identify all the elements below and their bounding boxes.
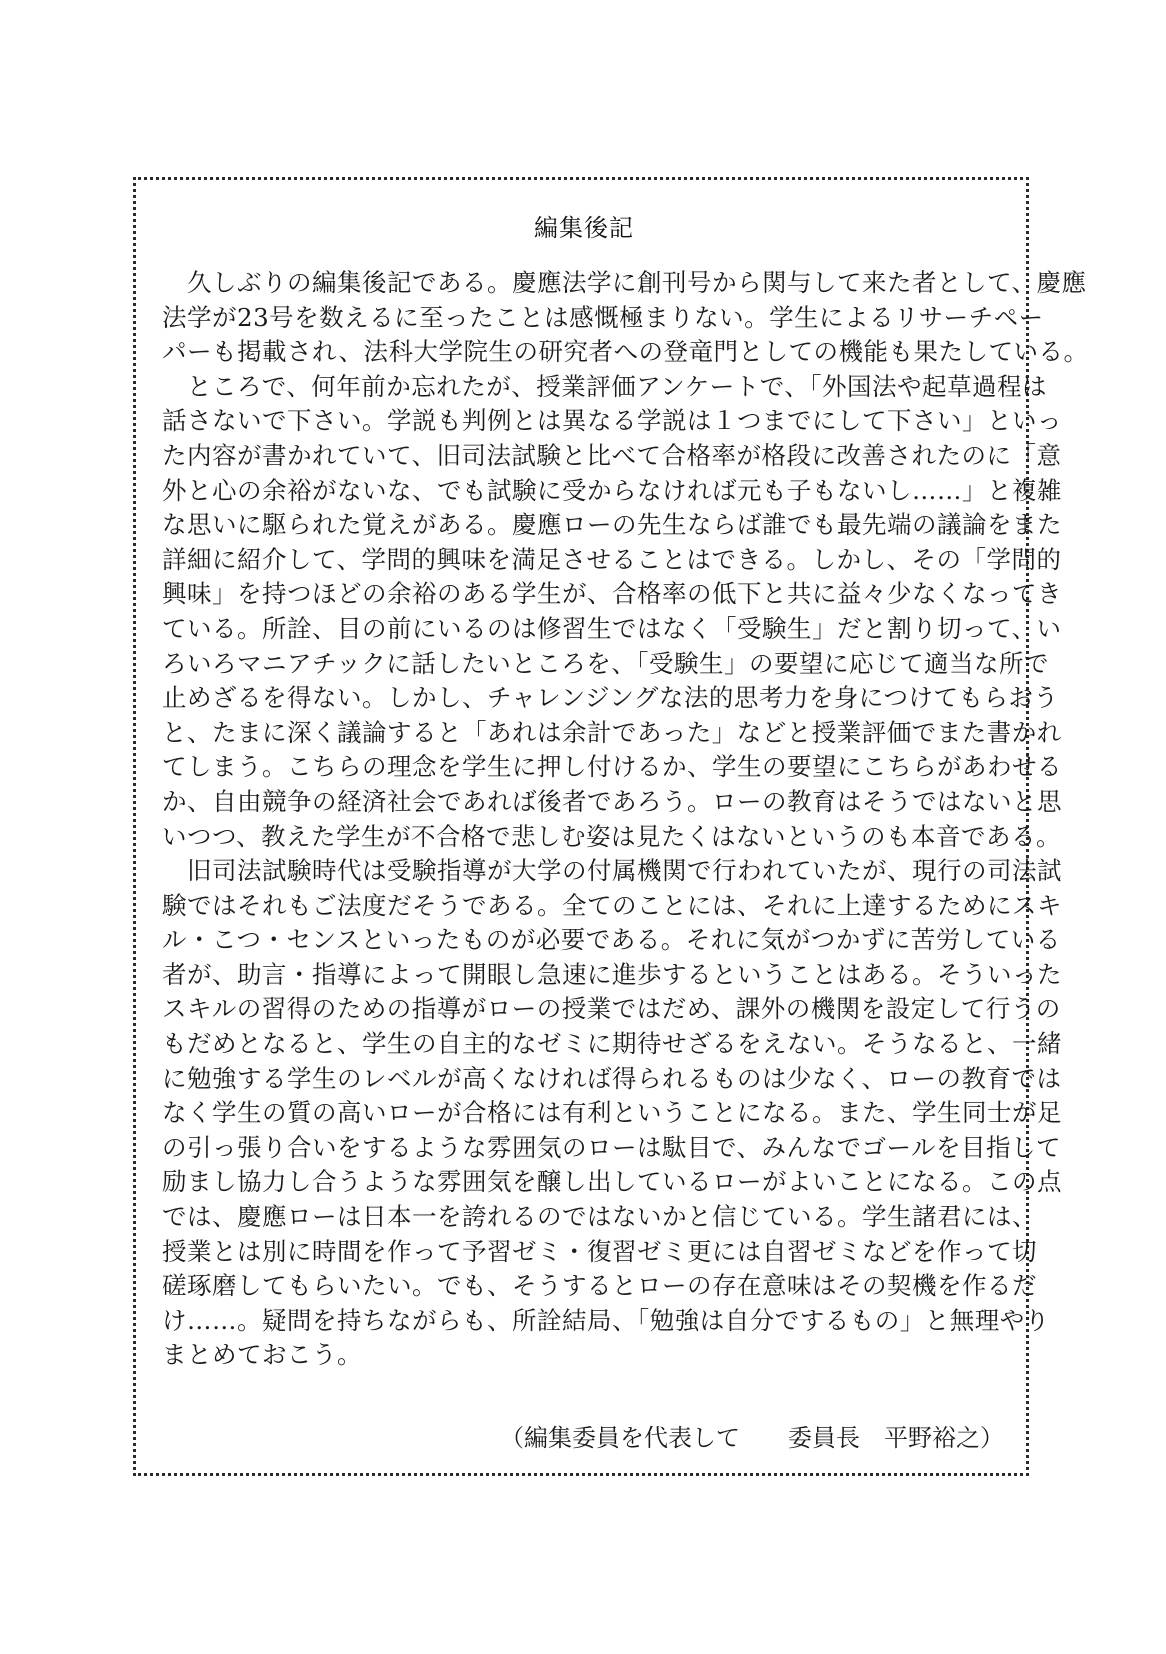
text-line: 旧司法試験時代は受験指導が大学の付属機関で行われていたが、現行の司法試: [162, 856, 1062, 886]
text-line: なく学生の質の高いローが合格には有利ということになる。また、学生同士が足: [162, 1098, 1062, 1128]
afterword-body: [162, 266, 1089, 1373]
text-line: 授業とは別に時間を作って予習ゼミ・復習ゼミ更には自習ゼミなどを作って切: [162, 1236, 1037, 1266]
text-line: 験ではそれもご法度だそうである。全てのことには、それに上達するためにスキ: [162, 890, 1062, 920]
text-line: 久しぶりの編集後記である。慶應法学に創刊号から関与して来た者として、慶應: [162, 268, 1087, 297]
text-line: いつつ、教えた学生が不合格で悲しむ姿は見たくはないというのも本音である。: [162, 821, 1062, 851]
afterword-frame: [133, 177, 1089, 1476]
text-line: 話さないで下さい。学説も判例とは異なる学説は１つまでにして下さい」といっ: [162, 406, 1062, 436]
text-line: 外と心の余裕がないな、でも試験に受からなければ元も子もないし……」と複雑: [162, 475, 1062, 505]
text-line: か、自由競争の経済社会であれば後者であろう。ローの教育はそうではないと思: [162, 786, 1062, 816]
text-line: ろいろマニアチックに話したいところを、「受験生」の要望に応じて適当な所で: [162, 648, 1050, 678]
text-line: ている。所詮、目の前にいるのは修習生ではなく「受験生」だと割り切って、い: [162, 613, 1062, 643]
text-line: と、たまに深く議論すると「あれは余計であった」などと授業評価でまた書かれ: [162, 717, 1062, 747]
text-line: ところで、何年前か忘れたが、授業評価アンケートで、「外国法や起草過程は: [162, 371, 1048, 401]
text-line: に勉強する学生のレベルが高くなければ得られるものは少なく、ローの教育では: [162, 1063, 1062, 1093]
text-line: 興味」を持つほどの余裕のある学生が、合格率の低下と共に益々少なくなってき: [162, 579, 1062, 609]
text-line: 磋琢磨してもらいたい。でも、そうするとローの存在意味はその契機を作るだ: [162, 1271, 1037, 1301]
text-line: 励まし協力し合うような雰囲気を醸し出しているローがよいことになる。この点: [162, 1167, 1062, 1197]
text-line: た内容が書かれていて、旧司法試験と比べて合格率が格段に改善されたのに「意: [162, 440, 1062, 470]
text-line: け……。疑問を持ちながらも、所詮結局、「勉強は自分でするもの」と無理やり: [162, 1305, 1050, 1335]
text-line: まとめておこう。: [162, 1340, 362, 1370]
signature-line: （編集委員を代表して 委員長 平野裕之）: [500, 1424, 1004, 1452]
text-line: てしまう。こちらの理念を学生に押し付けるか、学生の要望にこちらがあわせる: [162, 752, 1062, 782]
text-line: 者が、助言・指導によって開眼し急速に進歩するということはある。そういった: [162, 959, 1062, 989]
text-line: 詳細に紹介して、学問的興味を満足させることはできる。しかし、その「学問的: [162, 544, 1062, 574]
text-line: な思いに駆られた覚えがある。慶應ローの先生ならば誰でも最先端の議論をまた: [162, 510, 1062, 540]
page-title: 編集後記: [534, 214, 634, 242]
text-line: 止めざるを得ない。しかし、チャレンジングな法的思考力を身につけてもらおう: [162, 683, 1059, 713]
text-line: の引っ張り合いをするような雰囲気のローは駄目で、みんなでゴールを目指して: [162, 1132, 1062, 1162]
text-line: 法学が23号を数えるに至ったことは感慨極まりない。学生によるリサーチペー: [162, 302, 1044, 332]
text-line: パーも掲載され、法科大学院生の研究者への登竜門としての機能も果たしている。: [162, 337, 1089, 367]
text-line: スキルの習得のための指導がローの授業ではだめ、課外の機関を設定して行うの: [162, 994, 1061, 1024]
text-line: ル・こつ・センスといったものが必要である。それに気がつかずに苦労している: [162, 925, 1061, 955]
text-line: もだめとなると、学生の自主的なゼミに期待せざるをえない。そうなると、一緒: [162, 1029, 1062, 1059]
text-line: では、慶應ローは日本一を誇れるのではないかと信じている。学生諸君には、: [162, 1202, 1037, 1232]
